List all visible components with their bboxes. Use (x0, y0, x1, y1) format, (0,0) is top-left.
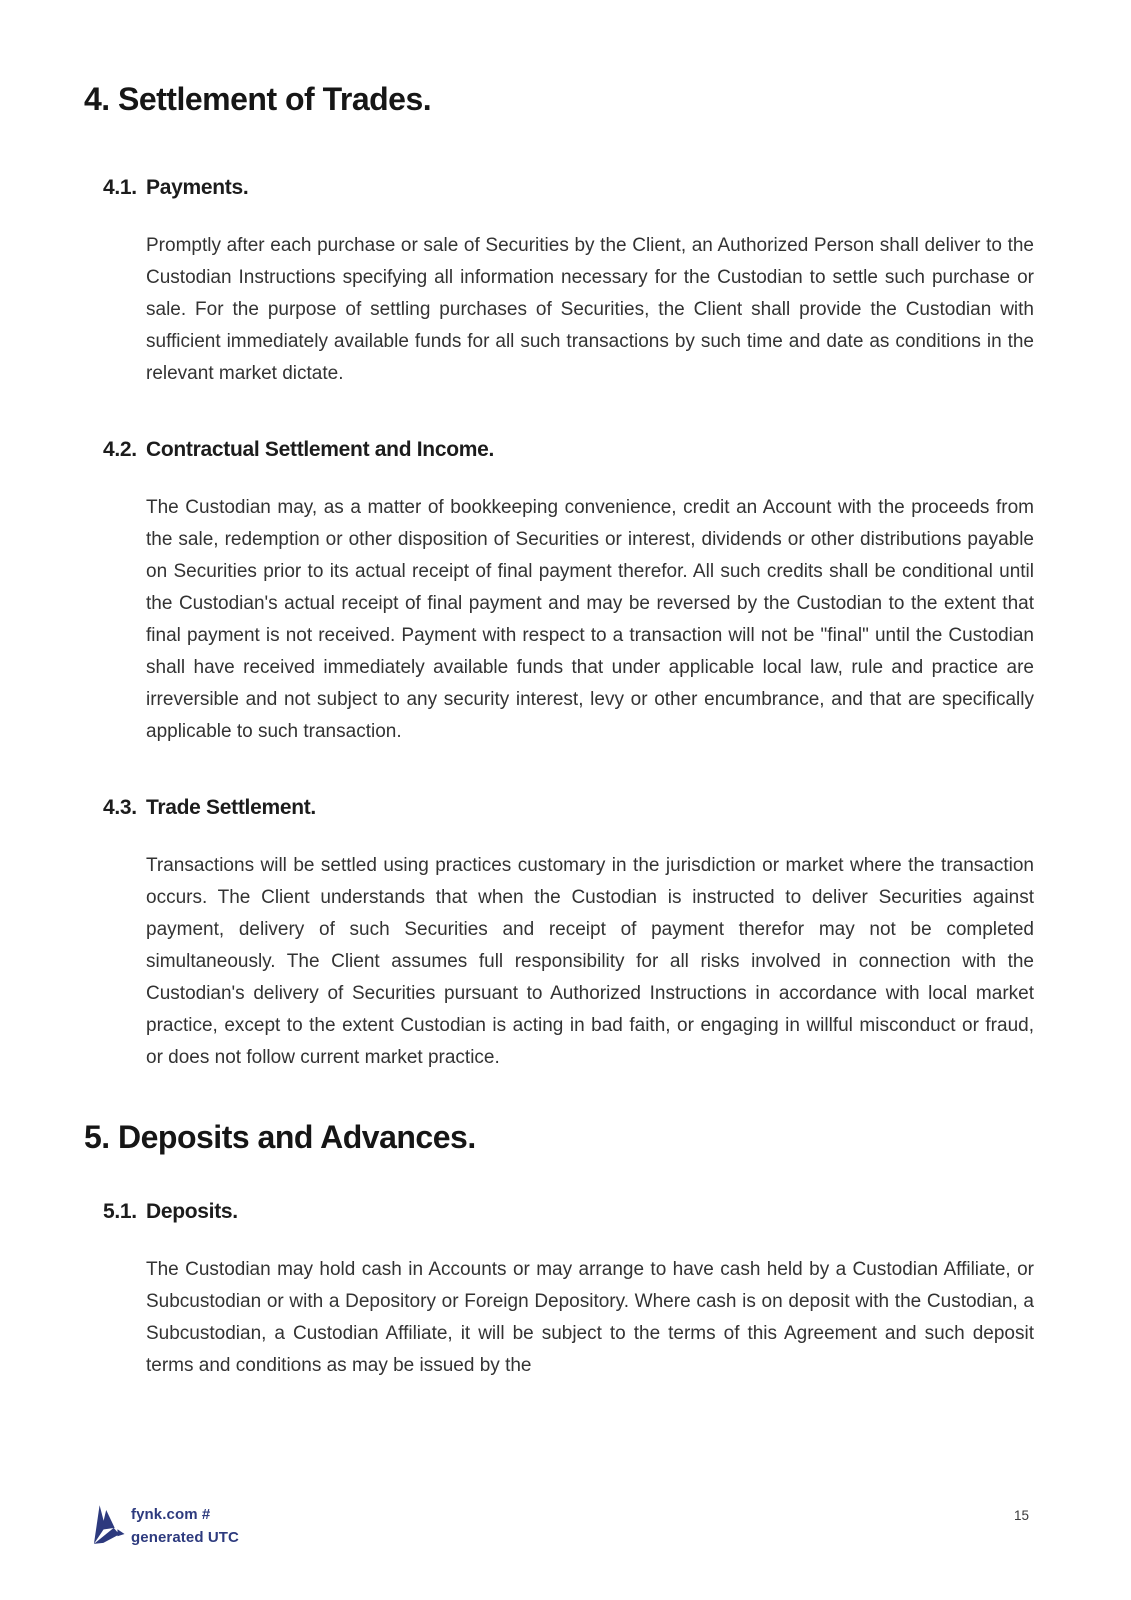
section-title: Deposits and Advances. (118, 1119, 476, 1155)
section-heading-settlement-of-trades (84, 80, 1034, 118)
paragraph-deposits: The Custodian may hold cash in Accounts or may arrange to have cash held by a Custodian Affiliate, or Subcustodian or with a Depository or Foreign Depository. Where cash is on deposit with the Custodian, a Subcustodian, a Custodian Affiliate, it will be subject to the terms of this Agreement and such deposit terms and conditions as may be issued by the (146, 1259, 1034, 1376)
subsection-title: Contractual Settlement and Income. (146, 438, 495, 461)
subsection-heading-deposits (103, 1200, 1034, 1224)
paragraph-trade-settlement: Transactions will be settled using practices customary in the jurisdiction or market where the transaction occurs. The Client understands that when the Custodian is instructed to deliver Securities against payment, delivery of such Securities and receipt of payment therefor may not be completed simultaneously. The Client assumes full responsibility for all risks involved in connection with the Custodian's delivery of Securities pursuant to Authorized Instructions in accordance with local market practice, except to the extent Custodian is acting in bad faith, or engaging in willful misconduct or fraud, or does not follow current market practice. (146, 855, 1034, 1068)
subsection-number: 5.1. (103, 1200, 137, 1223)
subsection-number: 4.3. (103, 796, 137, 819)
brand-line-1: fynk.com # (131, 1506, 211, 1523)
subsection-heading-contractual-settlement (103, 438, 1034, 462)
paragraph-contractual-settlement: The Custodian may, as a matter of bookkeeping convenience, credit an Account with the proceeds from the sale, redemption or other disposition of Securities or interest, dividends or other distributions payable on Securities prior to its actual receipt of final payment therefor. All such credits shall be conditional until the Custodian's actual receipt of final payment and may be reversed by the Custodian to the extent that final payment is not received. Payment with respect to a transaction will not be "final" until the Custodian shall have received immediately available funds that under applicable local law, rule and practice are irreversible and not subject to any security interest, levy or other encumbrance, and that are specifically applicable to such transaction. (146, 497, 1034, 742)
brand-text (131, 1503, 239, 1549)
subsection-title: Deposits. (146, 1200, 238, 1223)
subsection-number: 4.1. (103, 176, 137, 199)
subsection-title: Payments. (146, 176, 249, 199)
section-title: Settlement of Trades. (118, 81, 432, 117)
origami-crane-icon (93, 1504, 125, 1546)
subsection-heading-payments (103, 176, 1034, 200)
subsection-title: Trade Settlement. (146, 796, 316, 819)
section-number: 4. (84, 81, 110, 117)
brand-line-2: generated UTC (131, 1529, 239, 1546)
paragraph-payments: Promptly after each purchase or sale of Securities by the Client, an Authorized Person shall deliver to the Custodian Instructions specifying all information necessary for the Custodian to settle such purchase or sale. For the purpose of settling purchases of Securities, the Client shall provide the Custodian with sufficient immediately available funds for all such transactions by such time and date as conditions in the relevant market dictate. (146, 235, 1034, 384)
subsection-number: 4.2. (103, 438, 137, 461)
section-heading-deposits-and-advances (84, 1118, 1034, 1156)
page-number: 15 (1014, 1508, 1030, 1523)
section-number: 5. (84, 1119, 110, 1155)
subsection-heading-trade-settlement (103, 796, 1034, 820)
